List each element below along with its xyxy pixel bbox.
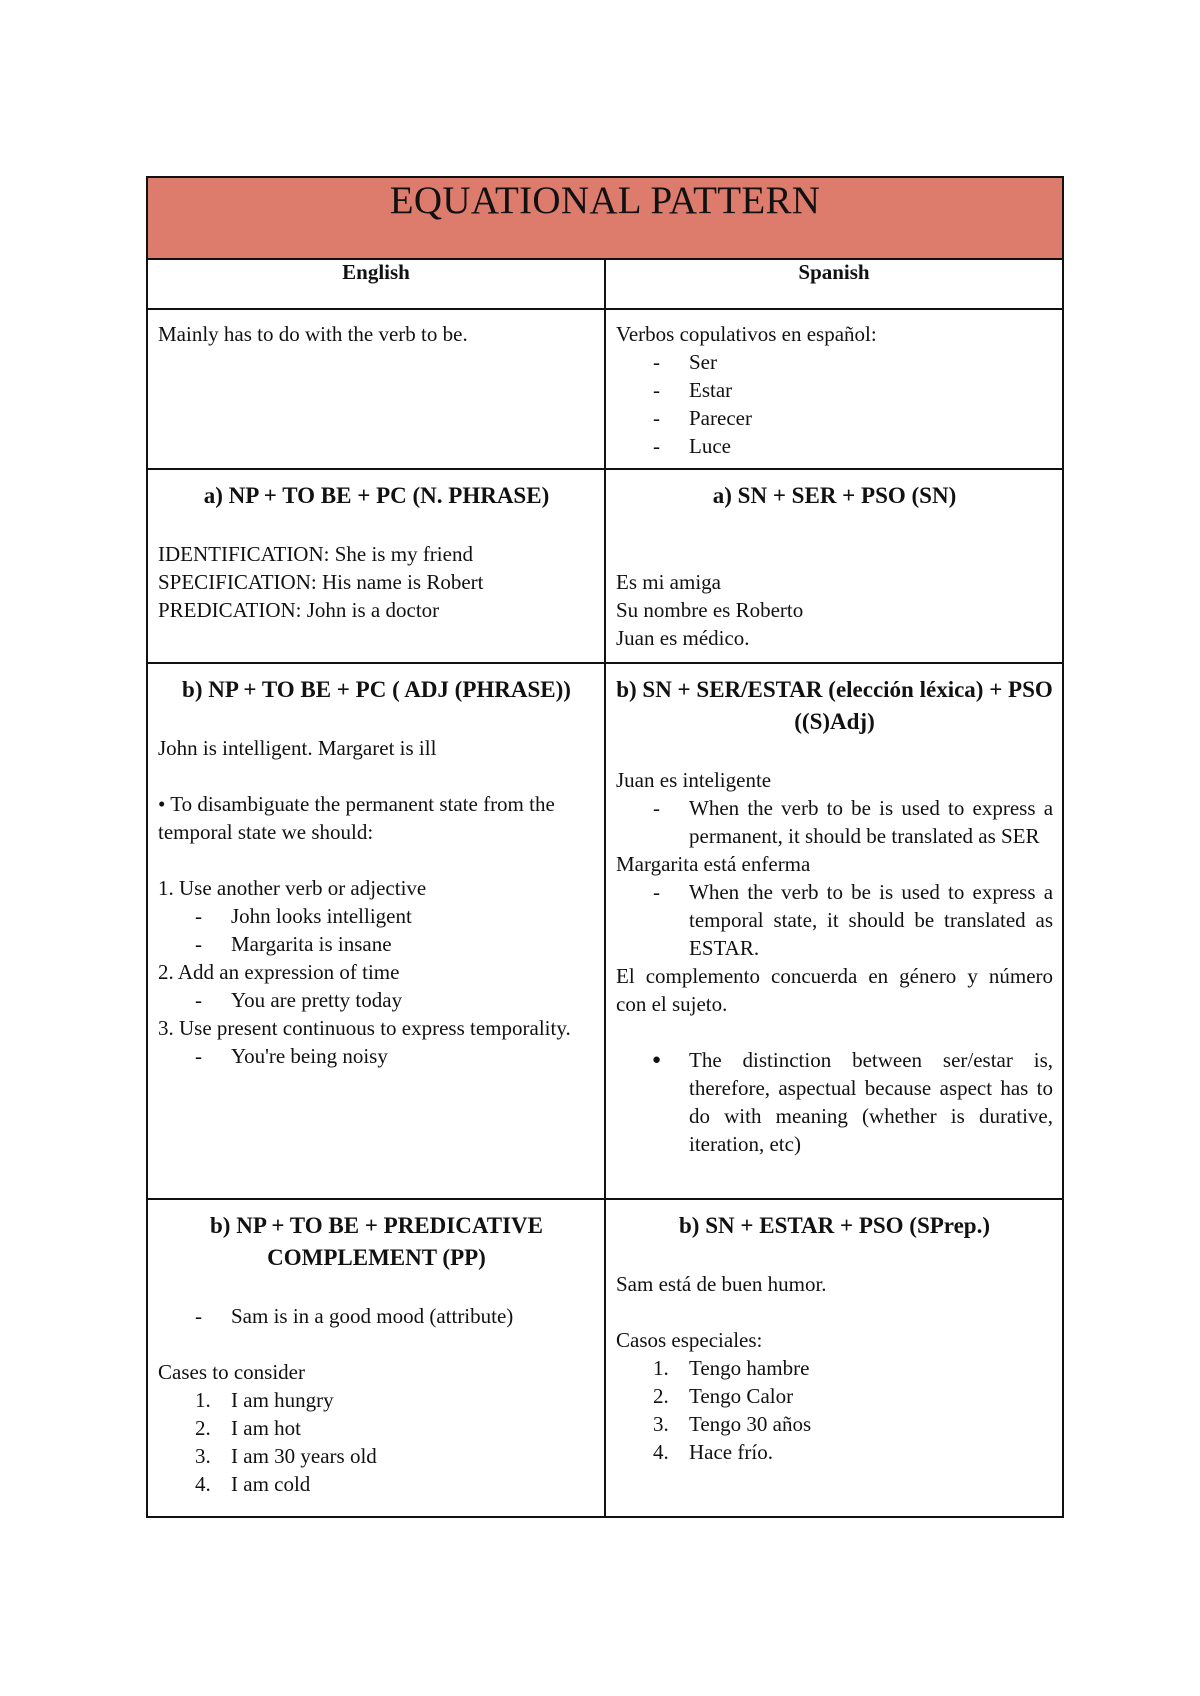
- list-item: - Estar: [653, 378, 733, 402]
- list-item: 2. I am hot: [195, 1416, 301, 1440]
- list-item: - Luce: [653, 434, 731, 458]
- equational-pattern-table: [146, 176, 1064, 1518]
- list-item: 4. Hace frío.: [653, 1440, 773, 1464]
- list-item: 4. I am cold: [195, 1472, 311, 1496]
- text: John is intelligent. Margaret is ill: [158, 736, 437, 760]
- list-item: 3. I am 30 years old: [195, 1444, 377, 1468]
- text: Juan es médico.: [616, 626, 750, 650]
- bullet-icon: ●: [652, 1052, 662, 1068]
- text: Juan es inteligente: [616, 768, 772, 792]
- text: Margarita está enferma: [616, 852, 811, 876]
- list-item: 2. Tengo Calor: [653, 1384, 794, 1408]
- text: 1. Use another verb or adjective: [158, 876, 427, 900]
- text: PREDICATION: John is a doctor: [158, 598, 440, 622]
- list-item: 3. Tengo 30 años: [653, 1412, 812, 1436]
- list-item: - When the verb to be is used to express a permanent, it should be translated as SER: [653, 796, 1054, 848]
- cell-spanish-intro: [605, 309, 1063, 469]
- column-header-spanish: Spanish: [605, 259, 1063, 309]
- list-item: - Parecer: [653, 406, 752, 430]
- cell-spanish-sprep: [605, 1199, 1063, 1517]
- section-heading: b) NP + TO BE + PREDICATIVE COMPLEMENT (PP): [210, 1213, 543, 1270]
- section-heading: a) NP + TO BE + PC (N. PHRASE): [203, 483, 550, 508]
- list-item: - You are pretty today: [195, 988, 403, 1012]
- column-header-english: English: [147, 259, 605, 309]
- text: Sam está de buen humor.: [616, 1272, 827, 1296]
- text: Mainly has to do with the verb to be.: [158, 322, 468, 346]
- list-item: 1. I am hungry: [195, 1388, 334, 1412]
- list-item: - You're being noisy: [195, 1044, 388, 1068]
- list-item: - When the verb to be is used to express a temporal state, it should be translated as ESTAR.: [653, 880, 1054, 960]
- text: 3. Use present continuous to express temporality.: [158, 1016, 571, 1040]
- list-item: 1. Tengo hambre: [653, 1356, 810, 1380]
- section-heading: b) NP + TO BE + PC ( ADJ (PHRASE)): [182, 677, 571, 702]
- list-item: - Margarita is insane: [195, 932, 392, 956]
- text: Su nombre es Roberto: [616, 598, 804, 622]
- cell-english-intro: [147, 309, 605, 469]
- section-heading: a) SN + SER + PSO (SN): [712, 483, 957, 508]
- cell-english-pp: [147, 1199, 605, 1517]
- section-heading: b) SN + ESTAR + PSO (SPrep.): [679, 1213, 990, 1238]
- list-item: - Ser: [653, 350, 717, 374]
- cell-english-adj-phrase: [147, 663, 605, 1199]
- text: Verbos copulativos en español:: [616, 322, 877, 346]
- text: El complemento concuerda en género y número con el sujeto.: [616, 964, 1054, 1016]
- list-item: ● The distinction between ser/estar is, therefore, aspectual because aspect has to do with meaning (whether is durative, iteration, etc): [616, 1046, 1053, 1158]
- table-title: EQUATIONAL PATTERN: [147, 177, 1063, 259]
- cell-spanish-sn: [605, 469, 1063, 663]
- list-item: - Sam is in a good mood (attribute): [195, 1304, 514, 1328]
- text: SPECIFICATION: His name is Robert: [158, 570, 484, 594]
- text: • To disambiguate the permanent state from the temporal state we should:: [158, 792, 555, 844]
- text: 2. Add an expression of time: [158, 960, 400, 984]
- text: IDENTIFICATION: She is my friend: [158, 542, 473, 566]
- list-item: - John looks intelligent: [195, 904, 412, 928]
- text: Cases to consider: [158, 1360, 305, 1384]
- cell-spanish-adj: [605, 663, 1063, 1199]
- text: Es mi amiga: [616, 570, 721, 594]
- cell-english-np-phrase: [147, 469, 605, 663]
- section-heading: b) SN + SER/ESTAR (elección léxica) + PSO ((S)Adj): [616, 677, 1053, 734]
- text: Casos especiales:: [616, 1328, 763, 1352]
